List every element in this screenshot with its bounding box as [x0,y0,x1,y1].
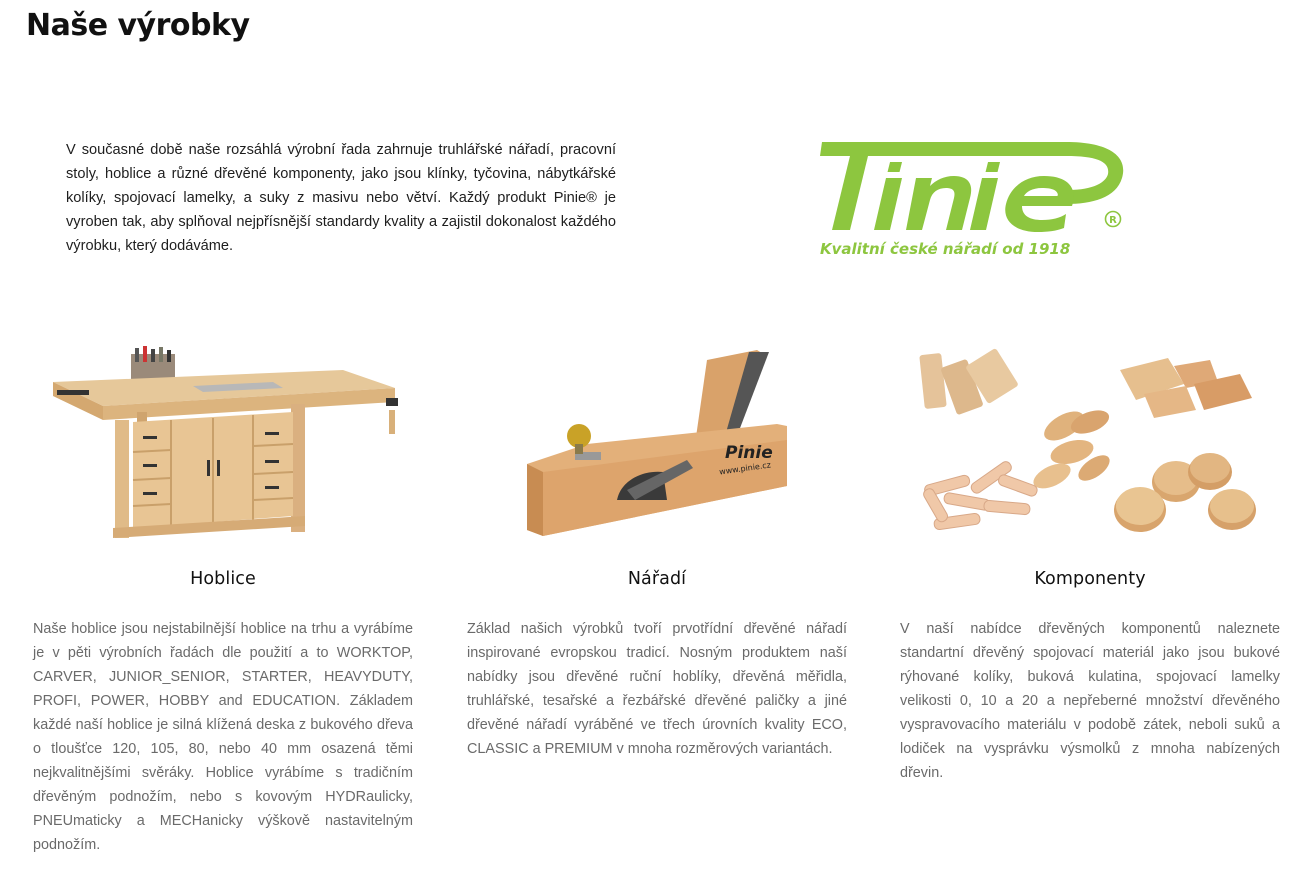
product-title-naradi[interactable]: Nářadí [627,569,687,589]
registered-mark-icon [1104,210,1122,228]
pinie-wordmark-icon [816,138,1128,238]
product-title-hoblice[interactable]: Hoblice [190,569,256,589]
product-text-hoblice: Naše hoblice jsou nejstabilnější hoblice na trhu a vyrábíme je v pěti výrobních řadách dle použití a to WORKTOP, CARVER, JUNIOR_SENIOR, STARTER, HEAVYDUTY, PROFI, POWER, HOBBY and EDUCATION. Základem každé naší hoblice je silná klížená deska z bukového dřeva o tloušťce 120, 105, 80, nebo 40 mm osazená těmi nejkvalitnějšími svěráky. Hoblice vyrábíme s tradičním dřevěným podnožím, nebo s kovovým HYDRaulicky, PNEUmaticky a MECHanicky výškově nastavitelným podnožím. [33,621,413,853]
wooden-plane-image[interactable] [467,340,847,555]
plane-url-label: www.pinie.cz [718,460,772,477]
logo-tagline: Kvalitní české nářadí od 1918 [820,240,1071,258]
product-text-komponenty: V naší nabídce dřevěných komponentů naleznete standartní dřevěný spojovací materiál jako jsou bukové rýhované kolíky, buková kulatina, spojovací lamelky velikosti 0, 10 a 20 a nepřeberné množství dřevěného vyspravovacího materiálu v podobě zátek, neboli suků a lodiček na vysprávku výsmolků z mnoha nabízených dřevin. [900,621,1280,781]
product-card-komponenty[interactable] [900,340,1280,785]
intro-text: V současné době naše rozsáhlá výrobní řada zahrnuje truhlářské nářadí, pracovní stoly, hoblice a různé dřevěné komponenty, jako jsou klínky, tyčovina, nábytkářské kolíky, spojovací lamelky, a suky z masivu nebo větví. Každý produkt Pinie® je vyroben tak, aby splňoval nejpřísnější standardy kvality a zajistil dokonalost každého výrobku, který dodáváme. [66,142,616,254]
svg-text:Pinie: Pinie [725,443,773,463]
product-card-hoblice[interactable] [33,340,413,857]
product-card-naradi[interactable] [467,340,847,761]
pinie-logo[interactable] [816,138,1128,262]
svg-text:R: R [1109,215,1117,226]
workbench-image[interactable] [33,340,413,555]
product-title-komponenty[interactable]: Komponenty [1034,569,1146,589]
page-title: Naše výrobky [26,8,250,43]
wooden-components-image[interactable] [900,340,1280,555]
product-text-naradi: Základ našich výrobků tvoří prvotřídní dřevěné nářadí inspirované evropskou tradicí. Nosným produktem naší nabídky jsou dřevěné ruční hoblíky, dřevěná měřidla, truhlářské, tesařské a řezbářské dřevěné paličky a jiné dřevěné nářadí vyráběné ve třech úrovních kvality ECO, CLASSIC a PREMIUM v mnoha rozměrových variantách. [467,621,847,757]
